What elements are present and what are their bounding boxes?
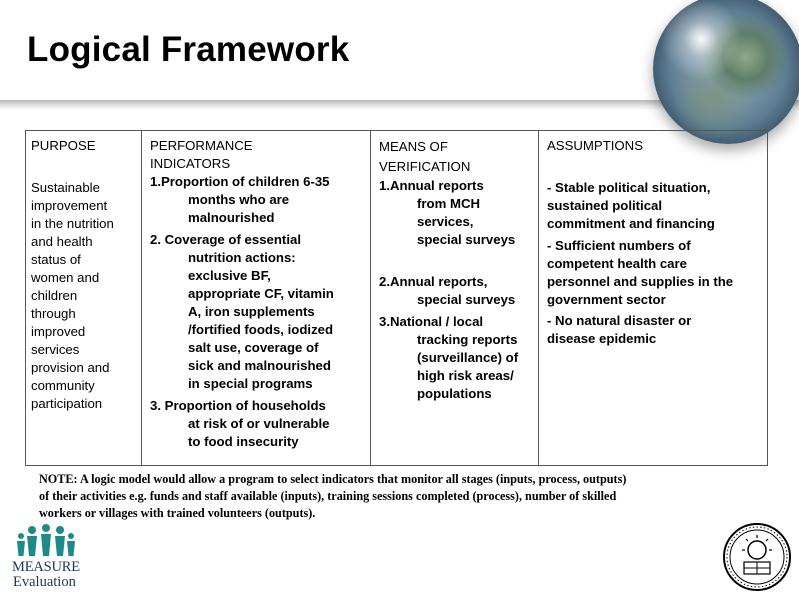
slide-title: Logical Framework [27,30,350,69]
indicators-header: INDICATORS [150,156,231,171]
indicator-line: appropriate CF, vitamin [188,286,334,301]
column-divider [538,130,539,466]
assumption-line: commitment and financing [547,216,715,231]
purpose-line: in the nutrition [31,216,114,231]
assumption-line: - No natural disaster or [547,313,692,328]
logo-text-measure: MEASURE [12,559,80,575]
indicator-line: 2. Coverage of essential [150,232,301,247]
purpose-line: through [31,306,76,321]
purpose-line: participation [31,396,103,411]
indicator-line: exclusive BF, [188,268,271,283]
indicator-item-2 [150,231,368,393]
footnote [40,471,760,522]
purpose-line: Sustainable [31,180,100,195]
purpose-line: provision and [31,360,110,375]
indicator-item-3 [150,397,368,451]
indicator-line: to food insecurity [188,434,299,449]
assumption-line: sustained political [547,198,663,213]
verification-header: VERIFICATION [379,159,471,174]
verification-column [379,137,537,403]
institution-seal-icon [722,522,792,592]
indicator-line: malnourished [188,210,275,225]
purpose-line: children [31,288,78,303]
verification-line: populations [417,386,492,401]
assumption-item-2 [547,237,767,309]
globe-image [653,0,799,144]
assumption-line: disease epidemic [547,331,657,346]
assumption-line: competent health care [547,256,687,271]
indicator-line: nutrition actions: [188,250,296,265]
verification-item-2 [379,273,537,309]
assumptions-header: ASSUMPTIONS [547,138,643,153]
verification-line: tracking reports [417,332,518,347]
indicators-column [150,137,368,451]
verification-line: special surveys [417,292,516,307]
indicator-line: at risk of or vulnerable [188,416,330,431]
verification-line: special surveys [417,232,516,247]
column-divider [141,130,142,466]
verification-header: MEANS OF [379,139,448,154]
verification-line: 2.Annual reports, [379,274,488,289]
assumption-line: government sector [547,292,666,307]
indicators-header: PERFORMANCE [150,138,253,153]
purpose-line: services [31,342,80,357]
column-divider [370,130,371,466]
purpose-text [31,179,139,413]
purpose-line: improved [31,324,86,339]
indicator-item-1 [150,173,368,227]
indicator-line: 1.Proportion of children 6-35 [150,174,330,189]
indicator-line: salt use, coverage of [188,340,319,355]
verification-line: 3.National / local [379,314,484,329]
assumption-item-3 [547,312,767,348]
assumption-line: personnel and supplies in the [547,274,734,289]
assumption-line: - Stable political situation, [547,180,711,195]
assumption-line: - Sufficient numbers of [547,238,691,253]
assumption-item-1 [547,179,767,233]
verification-line: 1.Annual reports [379,178,484,193]
purpose-line: community [31,378,95,393]
verification-line: services, [417,214,474,229]
footnote-line: of their activities e.g. funds and staff available (inputs), training sessions completed (process), number of skilled [39,489,617,503]
indicator-line: sick and malnourished [188,358,331,373]
verification-item-1 [379,177,537,249]
footnote-line: workers or villages with trained volunteers (outputs). [39,506,316,520]
indicator-line: months who are [188,192,290,207]
indicator-line: A, iron supplements [188,304,315,319]
verification-line: from MCH [417,196,481,211]
purpose-line: and health [31,234,93,249]
verification-line: high risk areas/ [417,368,514,383]
indicator-line: 3. Proportion of households [150,398,326,413]
indicator-line: in special programs [188,376,313,391]
purpose-line: status of [31,252,81,267]
verification-item-3 [379,313,537,403]
logo-text-evaluation: Evaluation [13,574,76,590]
purpose-line: women and [31,270,100,285]
verification-line: (surveillance) of [417,350,519,365]
assumptions-column [547,137,767,348]
purpose-header: PURPOSE [31,138,96,153]
footnote-line: NOTE: A logic model would allow a program to select indicators that monitor all stages (inputs, process, outputs) [39,472,627,486]
purpose-line: improvement [31,198,108,213]
purpose-column [31,137,139,413]
indicator-line: /fortified foods, iodized [188,322,334,337]
